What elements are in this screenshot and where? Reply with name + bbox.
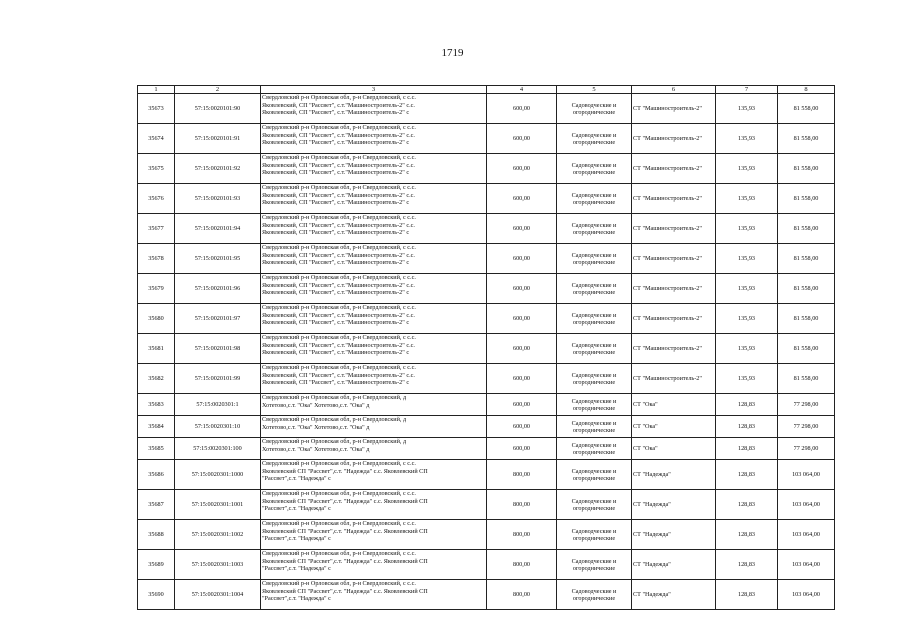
address-cell bbox=[261, 124, 487, 154]
land-use-cell: Садоводческие и огороднические bbox=[557, 304, 632, 334]
unit-value-cell: 135,93 bbox=[716, 244, 778, 274]
table-row bbox=[138, 580, 835, 610]
address-line: Яковлевский, СП "Рассвет", с.т."Машиностроитель-2" с.с. bbox=[262, 341, 415, 349]
organization-cell: СТ "Ока" bbox=[632, 416, 716, 438]
address-line: "Рассвет",с.т. "Надежда" с bbox=[262, 505, 331, 512]
row-number: 35679 bbox=[138, 274, 175, 304]
row-number: 35685 bbox=[138, 438, 175, 460]
address-line: Свердловский р-н Орловская обл, р-н Свердловский, д bbox=[262, 438, 407, 445]
row-number: 35690 bbox=[138, 580, 175, 610]
address-line: Яковлевский, СП "Рассвет", с.т."Машиностроитель-2" с.с. bbox=[262, 101, 415, 109]
address-line: Хотетово,с.т. "Ока" Хотетово,с.т. "Ока" д bbox=[262, 423, 370, 431]
table-header-row bbox=[138, 86, 835, 94]
row-number: 35677 bbox=[138, 214, 175, 244]
land-use-cell: Садоводческие и огороднические bbox=[557, 154, 632, 184]
row-number: 35682 bbox=[138, 364, 175, 394]
land-use-cell: Садоводческие и огороднические bbox=[557, 394, 632, 416]
land-use-cell: Садоводческие и огороднические bbox=[557, 550, 632, 580]
address-line: Свердловский р-н Орловская обл, р-н Свердловский, д bbox=[262, 394, 407, 401]
address-cell bbox=[261, 334, 487, 364]
table-row bbox=[138, 460, 835, 490]
area-cell: 600,00 bbox=[487, 244, 557, 274]
row-number: 35673 bbox=[138, 94, 175, 124]
address-line: Свердловский р-н Орловская обл, р-н Свердловский, с с.с. bbox=[262, 304, 416, 311]
column-header: 3 bbox=[261, 86, 487, 94]
organization-cell: СТ "Машиностроитель-2" bbox=[632, 124, 716, 154]
unit-value-cell: 135,93 bbox=[716, 304, 778, 334]
address-cell bbox=[261, 244, 487, 274]
address-line: Свердловский р-н Орловская обл, р-н Свердловский, с с.с. bbox=[262, 460, 416, 467]
cadastral-number: 57:15:0020101:99 bbox=[175, 364, 261, 394]
land-use-cell: Садоводческие и огороднические bbox=[557, 124, 632, 154]
cadastral-value-cell: 81 558,00 bbox=[778, 94, 835, 124]
unit-value-cell: 135,93 bbox=[716, 334, 778, 364]
table-row bbox=[138, 124, 835, 154]
organization-cell: СТ "Ока" bbox=[632, 394, 716, 416]
table-row bbox=[138, 520, 835, 550]
unit-value-cell: 135,93 bbox=[716, 184, 778, 214]
row-number: 35686 bbox=[138, 460, 175, 490]
cadastral-value-cell: 103 064,00 bbox=[778, 550, 835, 580]
unit-value-cell: 128,83 bbox=[716, 580, 778, 610]
address-line: Яковлевский СП "Рассвет",с.т. "Надежда" с.с. Яковлевский СП bbox=[262, 557, 428, 565]
address-line: Свердловский р-н Орловская обл, р-н Свердловский, с с.с. bbox=[262, 490, 416, 497]
organization-cell: СТ "Машиностроитель-2" bbox=[632, 364, 716, 394]
organization-cell: СТ "Машиностроитель-2" bbox=[632, 184, 716, 214]
area-cell: 800,00 bbox=[487, 520, 557, 550]
organization-cell: СТ "Машиностроитель-2" bbox=[632, 274, 716, 304]
cadastral-value-cell: 81 558,00 bbox=[778, 154, 835, 184]
unit-value-cell: 135,93 bbox=[716, 154, 778, 184]
cadastral-number: 57:15:0020101:94 bbox=[175, 214, 261, 244]
cadastral-number: 57:15:0020101:95 bbox=[175, 244, 261, 274]
row-number: 35680 bbox=[138, 304, 175, 334]
address-line: Яковлевский, СП "Рассвет", с.т."Машиностроитель-2" с.с. bbox=[262, 131, 415, 139]
address-line: Яковлевский, СП "Рассвет", с.т."Машиностроитель-2" с bbox=[262, 379, 410, 386]
address-cell bbox=[261, 184, 487, 214]
address-line: Яковлевский, СП "Рассвет", с.т."Машиностроитель-2" с.с. bbox=[262, 221, 415, 229]
address-line: Яковлевский СП "Рассвет",с.т. "Надежда" с.с. Яковлевский СП bbox=[262, 527, 428, 535]
page-number: 1719 bbox=[441, 47, 464, 59]
area-cell: 600,00 bbox=[487, 334, 557, 364]
unit-value-cell: 135,93 bbox=[716, 364, 778, 394]
address-line: "Рассвет",с.т. "Надежда" с bbox=[262, 535, 331, 542]
area-cell: 600,00 bbox=[487, 364, 557, 394]
cadastral-number: 57:15:0020101:90 bbox=[175, 94, 261, 124]
address-line: Свердловский р-н Орловская обл, р-н Свердловский, д bbox=[262, 416, 407, 423]
table-row bbox=[138, 184, 835, 214]
column-header: 6 bbox=[632, 86, 716, 94]
cadastral-number: 57:15:0020301:10 bbox=[175, 416, 261, 438]
address-line: "Рассвет",с.т. "Надежда" с bbox=[262, 595, 331, 602]
address-line: Яковлевский СП "Рассвет",с.т. "Надежда" с.с. Яковлевский СП bbox=[262, 467, 428, 475]
cadastral-value-cell: 81 558,00 bbox=[778, 244, 835, 274]
organization-cell: СТ "Надежда" bbox=[632, 580, 716, 610]
address-cell bbox=[261, 304, 487, 334]
cadastral-value-cell: 103 064,00 bbox=[778, 520, 835, 550]
address-line: Яковлевский, СП "Рассвет", с.т."Машиностроитель-2" с bbox=[262, 199, 410, 206]
area-cell: 800,00 bbox=[487, 490, 557, 520]
area-cell: 600,00 bbox=[487, 124, 557, 154]
address-cell bbox=[261, 364, 487, 394]
address-line: Яковлевский, СП "Рассвет", с.т."Машиностроитель-2" с bbox=[262, 259, 410, 266]
address-line: Свердловский р-н Орловская обл, р-н Свердловский, с с.с. bbox=[262, 580, 416, 587]
address-line: Свердловский р-н Орловская обл, р-н Свердловский, с с.с. bbox=[262, 334, 416, 341]
column-header: 7 bbox=[716, 86, 778, 94]
organization-cell: СТ "Надежда" bbox=[632, 520, 716, 550]
land-use-cell: Садоводческие и огороднические bbox=[557, 416, 632, 438]
cadastral-number: 57:15:0020101:92 bbox=[175, 154, 261, 184]
address-cell bbox=[261, 580, 487, 610]
unit-value-cell: 128,83 bbox=[716, 416, 778, 438]
organization-cell: СТ "Ока" bbox=[632, 438, 716, 460]
organization-cell: СТ "Машиностроитель-2" bbox=[632, 304, 716, 334]
address-line: Яковлевский, СП "Рассвет", с.т."Машиностроитель-2" с bbox=[262, 319, 410, 326]
address-cell bbox=[261, 550, 487, 580]
address-line: Свердловский р-н Орловская обл, р-н Свердловский, с с.с. bbox=[262, 274, 416, 281]
address-line: Яковлевский, СП "Рассвет", с.т."Машиностроитель-2" с.с. bbox=[262, 371, 415, 379]
row-number: 35674 bbox=[138, 124, 175, 154]
row-number: 35688 bbox=[138, 520, 175, 550]
row-number: 35689 bbox=[138, 550, 175, 580]
column-header: 8 bbox=[778, 86, 835, 94]
table-row bbox=[138, 334, 835, 364]
cadastral-value-cell: 81 558,00 bbox=[778, 364, 835, 394]
address-line: Яковлевский, СП "Рассвет", с.т."Машиностроитель-2" с.с. bbox=[262, 251, 415, 259]
address-line: Яковлевский, СП "Рассвет", с.т."Машиностроитель-2" с bbox=[262, 229, 410, 236]
cadastral-value-cell: 81 558,00 bbox=[778, 274, 835, 304]
table-row bbox=[138, 244, 835, 274]
cadastral-number: 57:15:0020301:1001 bbox=[175, 490, 261, 520]
organization-cell: СТ "Надежда" bbox=[632, 460, 716, 490]
cadastral-value-cell: 77 298,00 bbox=[778, 416, 835, 438]
cadastral-number: 57:15:0020301:1003 bbox=[175, 550, 261, 580]
land-use-cell: Садоводческие и огороднические bbox=[557, 520, 632, 550]
unit-value-cell: 128,83 bbox=[716, 520, 778, 550]
cadastral-value-cell: 77 298,00 bbox=[778, 394, 835, 416]
unit-value-cell: 128,83 bbox=[716, 490, 778, 520]
cadastral-value-cell: 77 298,00 bbox=[778, 438, 835, 460]
address-line: Свердловский р-н Орловская обл, р-н Свердловский, с с.с. bbox=[262, 520, 416, 527]
cadastral-number: 57:15:0020101:93 bbox=[175, 184, 261, 214]
table-row bbox=[138, 274, 835, 304]
address-line: Свердловский р-н Орловская обл, р-н Свердловский, с с.с. bbox=[262, 94, 416, 101]
land-use-cell: Садоводческие и огороднические bbox=[557, 184, 632, 214]
table-body bbox=[138, 94, 835, 610]
address-cell bbox=[261, 154, 487, 184]
land-use-cell: Садоводческие и огороднические bbox=[557, 334, 632, 364]
land-use-cell: Садоводческие и огороднические bbox=[557, 364, 632, 394]
row-number: 35676 bbox=[138, 184, 175, 214]
row-number: 35687 bbox=[138, 490, 175, 520]
address-line: Яковлевский СП "Рассвет",с.т. "Надежда" с.с. Яковлевский СП bbox=[262, 497, 428, 505]
unit-value-cell: 128,83 bbox=[716, 460, 778, 490]
unit-value-cell: 128,83 bbox=[716, 438, 778, 460]
cadastral-value-cell: 81 558,00 bbox=[778, 304, 835, 334]
table-row bbox=[138, 304, 835, 334]
cadastral-number: 57:15:0020301:1004 bbox=[175, 580, 261, 610]
cadastral-number: 57:15:0020101:98 bbox=[175, 334, 261, 364]
land-use-cell: Садоводческие и огороднические bbox=[557, 438, 632, 460]
row-number: 35678 bbox=[138, 244, 175, 274]
area-cell: 600,00 bbox=[487, 214, 557, 244]
cadastral-number: 57:15:0020301:100 bbox=[175, 438, 261, 460]
unit-value-cell: 135,93 bbox=[716, 94, 778, 124]
cadastral-number: 57:15:0020301:1 bbox=[175, 394, 261, 416]
area-cell: 800,00 bbox=[487, 460, 557, 490]
address-cell bbox=[261, 394, 487, 416]
land-use-cell: Садоводческие и огороднические bbox=[557, 580, 632, 610]
address-line: Свердловский р-н Орловская обл, р-н Свердловский, с с.с. bbox=[262, 550, 416, 557]
cadastral-number: 57:15:0020101:97 bbox=[175, 304, 261, 334]
column-header: 2 bbox=[175, 86, 261, 94]
address-cell bbox=[261, 520, 487, 550]
unit-value-cell: 128,83 bbox=[716, 394, 778, 416]
cadastral-number: 57:15:0020301:1002 bbox=[175, 520, 261, 550]
table-row bbox=[138, 364, 835, 394]
organization-cell: СТ "Надежда" bbox=[632, 490, 716, 520]
address-line: Свердловский р-н Орловская обл, р-н Свердловский, с с.с. bbox=[262, 124, 416, 131]
unit-value-cell: 135,93 bbox=[716, 274, 778, 304]
area-cell: 800,00 bbox=[487, 580, 557, 610]
area-cell: 800,00 bbox=[487, 550, 557, 580]
row-number: 35683 bbox=[138, 394, 175, 416]
cadastral-value-cell: 103 064,00 bbox=[778, 580, 835, 610]
address-line: Яковлевский, СП "Рассвет", с.т."Машиностроитель-2" с.с. bbox=[262, 191, 415, 199]
row-number: 35681 bbox=[138, 334, 175, 364]
cadastral-number: 57:15:0020101:91 bbox=[175, 124, 261, 154]
organization-cell: СТ "Машиностроитель-2" bbox=[632, 244, 716, 274]
table-row bbox=[138, 94, 835, 124]
cadastral-value-cell: 81 558,00 bbox=[778, 124, 835, 154]
address-line: Свердловский р-н Орловская обл, р-н Свердловский, с с.с. bbox=[262, 364, 416, 371]
table-row bbox=[138, 154, 835, 184]
cadastral-value-cell: 81 558,00 bbox=[778, 184, 835, 214]
cadastral-number: 57:15:0020301:1000 bbox=[175, 460, 261, 490]
area-cell: 600,00 bbox=[487, 416, 557, 438]
cadastral-value-cell: 81 558,00 bbox=[778, 214, 835, 244]
address-cell bbox=[261, 460, 487, 490]
address-line: Яковлевский, СП "Рассвет", с.т."Машиностроитель-2" с bbox=[262, 169, 410, 176]
table-row bbox=[138, 438, 835, 460]
land-use-cell: Садоводческие и огороднические bbox=[557, 274, 632, 304]
area-cell: 600,00 bbox=[487, 274, 557, 304]
unit-value-cell: 135,93 bbox=[716, 214, 778, 244]
organization-cell: СТ "Надежда" bbox=[632, 550, 716, 580]
address-cell bbox=[261, 274, 487, 304]
column-header: 4 bbox=[487, 86, 557, 94]
cadastral-number: 57:15:0020101:96 bbox=[175, 274, 261, 304]
land-use-cell: Садоводческие и огороднические bbox=[557, 490, 632, 520]
cadastral-value-cell: 81 558,00 bbox=[778, 334, 835, 364]
table-row bbox=[138, 490, 835, 520]
address-line: Свердловский р-н Орловская обл, р-н Свердловский, с с.с. bbox=[262, 244, 416, 251]
table-row bbox=[138, 416, 835, 438]
cadastral-table bbox=[137, 85, 835, 610]
unit-value-cell: 128,83 bbox=[716, 550, 778, 580]
address-line: Яковлевский, СП "Рассвет", с.т."Машиностроитель-2" с bbox=[262, 349, 410, 356]
address-line: Яковлевский, СП "Рассвет", с.т."Машиностроитель-2" с.с. bbox=[262, 281, 415, 289]
address-line: Яковлевский, СП "Рассвет", с.т."Машиностроитель-2" с.с. bbox=[262, 311, 415, 319]
unit-value-cell: 135,93 bbox=[716, 124, 778, 154]
area-cell: 600,00 bbox=[487, 154, 557, 184]
organization-cell: СТ "Машиностроитель-2" bbox=[632, 214, 716, 244]
address-cell bbox=[261, 416, 487, 438]
area-cell: 600,00 bbox=[487, 394, 557, 416]
area-cell: 600,00 bbox=[487, 304, 557, 334]
address-line: Свердловский р-н Орловская обл, р-н Свердловский, с с.с. bbox=[262, 214, 416, 221]
land-use-cell: Садоводческие и огороднические bbox=[557, 214, 632, 244]
table-row bbox=[138, 394, 835, 416]
column-header: 1 bbox=[138, 86, 175, 94]
address-line: Яковлевский, СП "Рассвет", с.т."Машиностроитель-2" с bbox=[262, 139, 410, 146]
area-cell: 600,00 bbox=[487, 94, 557, 124]
land-use-cell: Садоводческие и огороднические bbox=[557, 244, 632, 274]
row-number: 35675 bbox=[138, 154, 175, 184]
organization-cell: СТ "Машиностроитель-2" bbox=[632, 94, 716, 124]
area-cell: 600,00 bbox=[487, 184, 557, 214]
address-line: Свердловский р-н Орловская обл, р-н Свердловский, с с.с. bbox=[262, 184, 416, 191]
address-line: "Рассвет",с.т. "Надежда" с bbox=[262, 565, 331, 572]
cadastral-value-cell: 103 064,00 bbox=[778, 490, 835, 520]
address-line: Хотетово,с.т. "Ока" Хотетово,с.т. "Ока" д bbox=[262, 401, 370, 409]
cadastral-value-cell: 103 064,00 bbox=[778, 460, 835, 490]
row-number: 35684 bbox=[138, 416, 175, 438]
address-line: Хотетово,с.т. "Ока" Хотетово,с.т. "Ока" д bbox=[262, 445, 370, 453]
address-line: Яковлевский, СП "Рассвет", с.т."Машиностроитель-2" с bbox=[262, 109, 410, 116]
address-cell bbox=[261, 438, 487, 460]
organization-cell: СТ "Машиностроитель-2" bbox=[632, 334, 716, 364]
land-use-cell: Садоводческие и огороднические bbox=[557, 460, 632, 490]
address-line: Яковлевский, СП "Рассвет", с.т."Машиностроитель-2" с.с. bbox=[262, 161, 415, 169]
column-header: 5 bbox=[557, 86, 632, 94]
area-cell: 600,00 bbox=[487, 438, 557, 460]
address-line: Яковлевский СП "Рассвет",с.т. "Надежда" с.с. Яковлевский СП bbox=[262, 587, 428, 595]
address-line: "Рассвет",с.т. "Надежда" с bbox=[262, 475, 331, 482]
land-use-cell: Садоводческие и огороднические bbox=[557, 94, 632, 124]
table-row bbox=[138, 214, 835, 244]
address-cell bbox=[261, 490, 487, 520]
address-line: Яковлевский, СП "Рассвет", с.т."Машиностроитель-2" с bbox=[262, 289, 410, 296]
address-line: Свердловский р-н Орловская обл, р-н Свердловский, с с.с. bbox=[262, 154, 416, 161]
address-cell bbox=[261, 94, 487, 124]
table-row bbox=[138, 550, 835, 580]
organization-cell: СТ "Машиностроитель-2" bbox=[632, 154, 716, 184]
address-cell bbox=[261, 214, 487, 244]
